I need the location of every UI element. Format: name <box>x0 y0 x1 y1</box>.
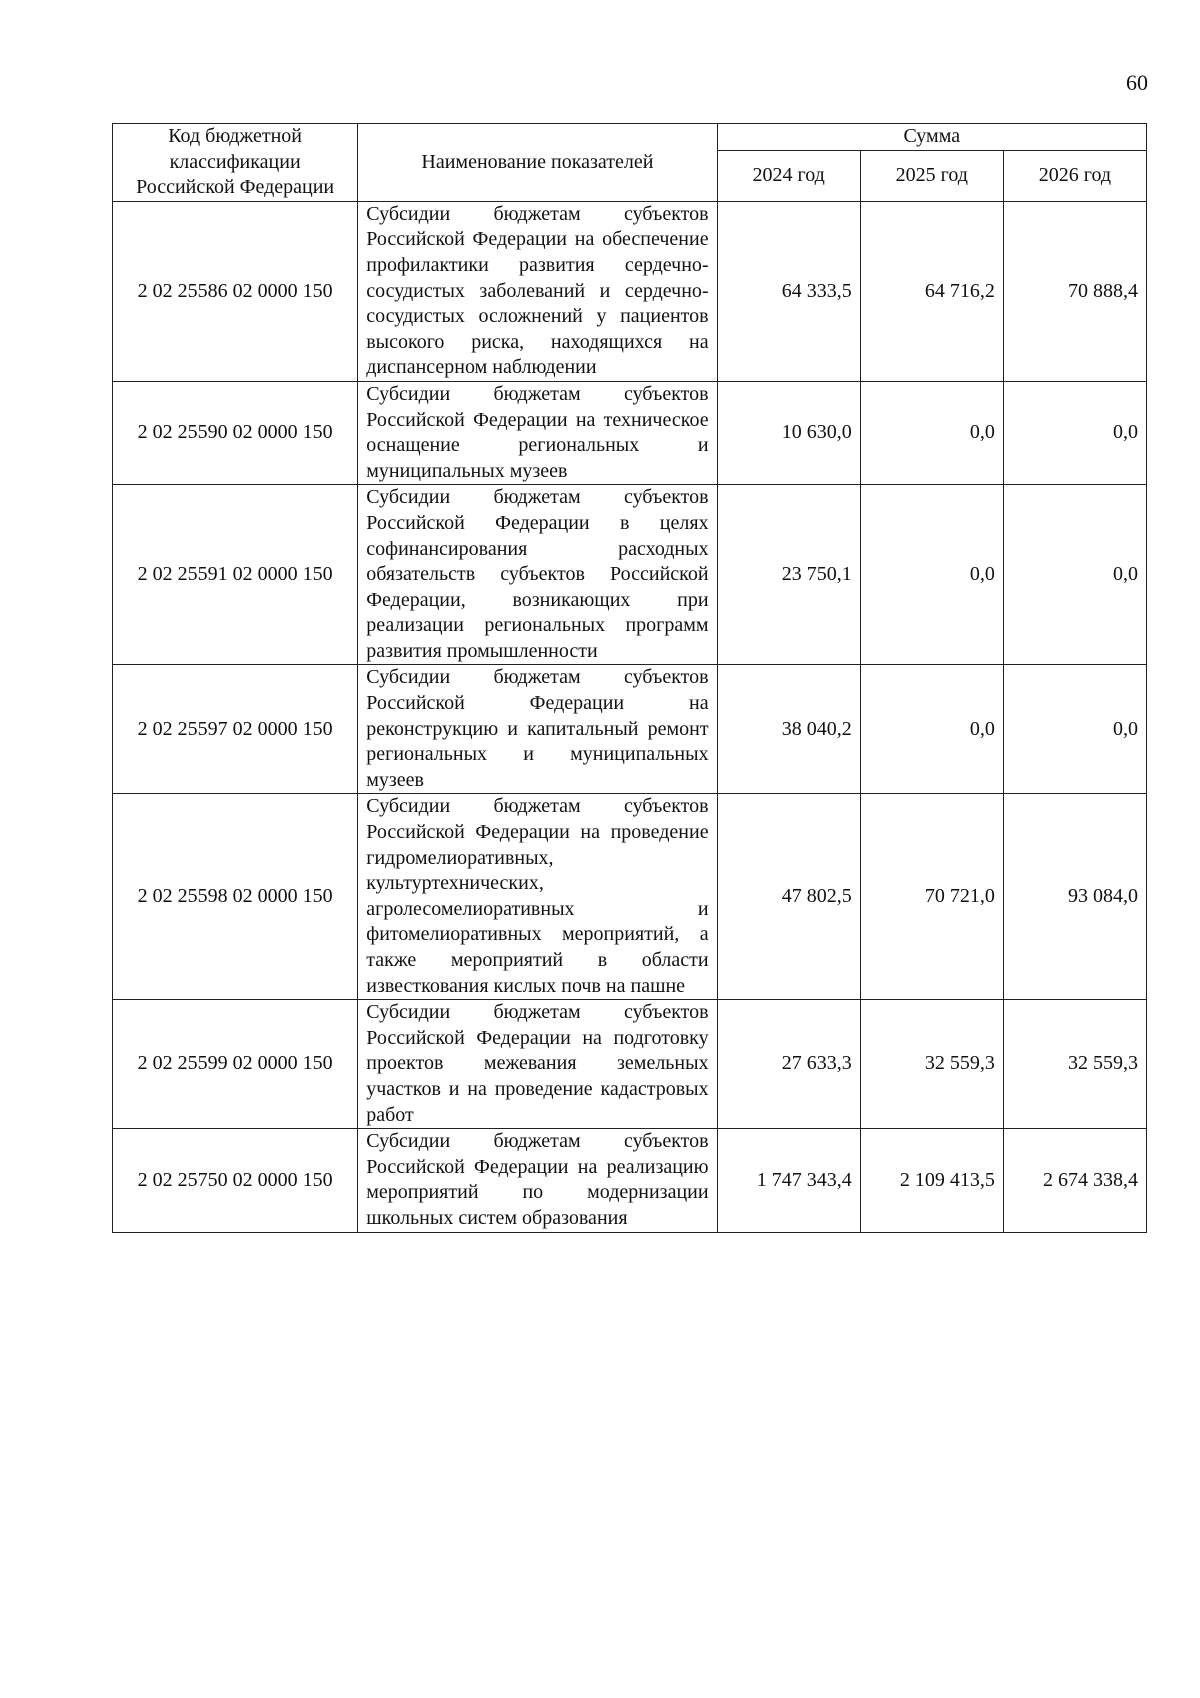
header-year-2026: 2026 год <box>1003 151 1146 202</box>
header-year-2025: 2025 год <box>860 151 1003 202</box>
row-2024: 47 802,5 <box>717 794 860 1000</box>
row-code: 2 02 25590 02 0000 150 <box>113 381 358 484</box>
table-row <box>113 1000 1147 1129</box>
table-row <box>113 485 1147 665</box>
table-row <box>113 1129 1147 1232</box>
row-2024: 23 750,1 <box>717 485 860 665</box>
row-code: 2 02 25591 02 0000 150 <box>113 485 358 665</box>
row-2024: 38 040,2 <box>717 665 860 794</box>
row-2026: 93 084,0 <box>1003 794 1146 1000</box>
row-2025: 64 716,2 <box>860 201 1003 381</box>
row-code: 2 02 25599 02 0000 150 <box>113 1000 358 1129</box>
row-code: 2 02 25598 02 0000 150 <box>113 794 358 1000</box>
row-code: 2 02 25597 02 0000 150 <box>113 665 358 794</box>
table-row <box>113 794 1147 1000</box>
row-2026: 70 888,4 <box>1003 201 1146 381</box>
row-2025: 70 721,0 <box>860 794 1003 1000</box>
header-name: Наименование показателей <box>358 124 717 202</box>
row-2026: 0,0 <box>1003 381 1146 484</box>
budget-table <box>112 123 1147 1233</box>
row-code: 2 02 25750 02 0000 150 <box>113 1129 358 1232</box>
row-2026: 0,0 <box>1003 485 1146 665</box>
row-2024: 10 630,0 <box>717 381 860 484</box>
row-2024: 64 333,5 <box>717 201 860 381</box>
row-name: Субсидии бюджетам субъектов Российской Федерации на реконструкцию и капитальный ремонт региональных и муниципальных музеев <box>358 665 717 794</box>
page-number: 60 <box>1126 70 1148 95</box>
row-2025: 0,0 <box>860 381 1003 484</box>
row-2026: 32 559,3 <box>1003 1000 1146 1129</box>
row-name: Субсидии бюджетам субъектов Российской Федерации в целях софинансирования расходных обязательств субъектов Российской Федерации, возникающих при реализации региональных программ развития промышленности <box>358 485 717 665</box>
header-year-2024: 2024 год <box>717 151 860 202</box>
row-name: Субсидии бюджетам субъектов Российской Федерации на проведение гидромелиоративных, культуртехнических, агролесомелиоративных и фитомелиоративных мероприятий, а также мероприятий в области известкования кислых почв на пашне <box>358 794 717 1000</box>
row-name: Субсидии бюджетам субъектов Российской Федерации на реализацию мероприятий по модернизации школьных систем образования <box>358 1129 717 1232</box>
row-2024: 27 633,3 <box>717 1000 860 1129</box>
row-name: Субсидии бюджетам субъектов Российской Федерации на подготовку проектов межевания земельных участков и на проведение кадастровых работ <box>358 1000 717 1129</box>
row-name: Субсидии бюджетам субъектов Российской Федерации на техническое оснащение региональных и муниципальных музеев <box>358 381 717 484</box>
table-row <box>113 381 1147 484</box>
row-2026: 2 674 338,4 <box>1003 1129 1146 1232</box>
row-2024: 1 747 343,4 <box>717 1129 860 1232</box>
row-2026: 0,0 <box>1003 665 1146 794</box>
row-2025: 2 109 413,5 <box>860 1129 1003 1232</box>
table-row <box>113 201 1147 381</box>
table-row <box>113 665 1147 794</box>
header-sum: Сумма <box>717 124 1146 151</box>
row-2025: 0,0 <box>860 665 1003 794</box>
row-name: Субсидии бюджетам субъектов Российской Федерации на обеспечение профилактики развития сердечно-сосудистых заболеваний и сердечно-сосудистых осложнений у пациентов высокого риска, находящихся на диспансерном наблюдении <box>358 201 717 381</box>
header-code: Код бюджетной классификации Российской Федерации <box>113 124 358 202</box>
row-code: 2 02 25586 02 0000 150 <box>113 201 358 381</box>
row-2025: 0,0 <box>860 485 1003 665</box>
row-2025: 32 559,3 <box>860 1000 1003 1129</box>
